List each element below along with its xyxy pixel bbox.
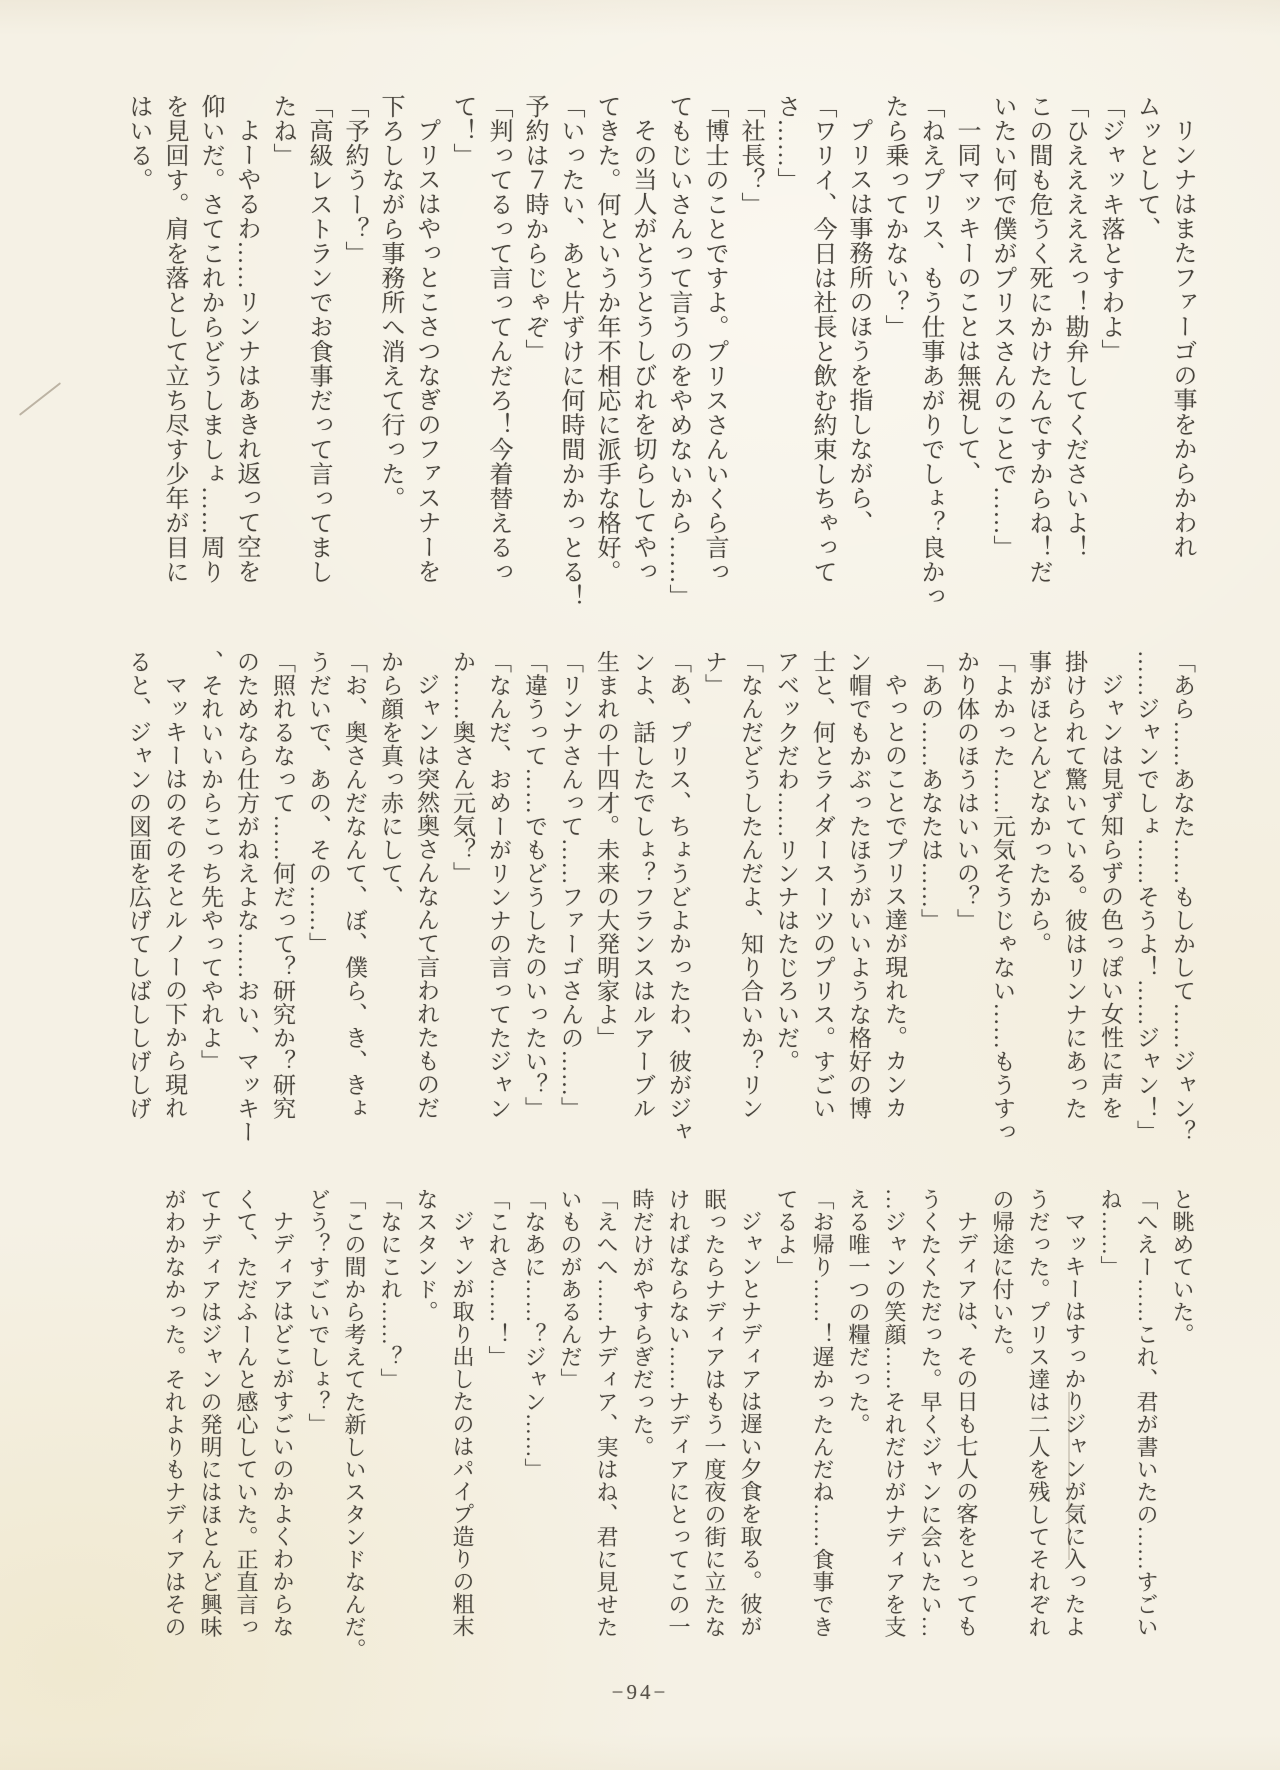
text-column: 「照れるなって……何だって？研究か？研究 xyxy=(270,650,295,1120)
text-column: ね……」 xyxy=(1098,1188,1123,1278)
text-column: 士と、何とライダースーツのプリス。すごい xyxy=(810,650,835,1120)
text-column: ジャンとナディアは遅い夕食を取る。彼が xyxy=(738,1210,763,1638)
text-column: てきた。何というか年不相応に派手な格好。 xyxy=(593,94,619,584)
text-column: ジャンは見ず知らずの色っぽい女性に声を xyxy=(1098,673,1123,1120)
text-column: てるよ」 xyxy=(774,1188,799,1278)
text-column: たね」 xyxy=(269,94,295,168)
text-column: 生まれの十四才。未来の大発明家よ」 xyxy=(594,650,619,1050)
text-band-middle xyxy=(120,650,1200,1144)
text-column: 「ジャッキ落とすわよ」 xyxy=(1097,94,1123,364)
text-column: 「リンナさんって……ファーゴさんの……」 xyxy=(558,650,583,1120)
text-column: 「あの……あなたは……」 xyxy=(918,650,943,932)
text-column: この間も危うく死にかけたんですからね！だ xyxy=(1025,94,1051,584)
text-column: ると、ジャンの図面を広げてしばししげしげ xyxy=(126,650,151,1120)
text-column: 「あ、プリス、ちょうどよかったわ、彼がジャ xyxy=(666,650,691,1144)
text-column: うくたくただった。早くジャンに会いたい… xyxy=(918,1188,943,1638)
text-column: マッキーはすっかりジャンが気に入ったよ xyxy=(1062,1210,1087,1638)
text-column: 「博士のことですよ。プリスさんいくら言っ xyxy=(701,94,727,584)
text-column: よーやるわ……リンナはあきれ返って空を xyxy=(233,118,259,584)
text-column: から顔を真っ赤にして、 xyxy=(378,650,403,909)
text-column: て！」 xyxy=(449,94,475,168)
text-column: を見回す。肩を落として立ち尽す少年が目に xyxy=(161,94,187,584)
scan-crease-mark xyxy=(19,382,61,416)
text-column: か……奥さん元気？」 xyxy=(450,650,475,885)
text-column: 「この間から考えてた新しいスタンドなんだ。 xyxy=(342,1188,367,1661)
text-column: 眠ったらナディアはもう一度夜の街に立たな xyxy=(702,1188,727,1638)
text-column: 仰いだ。さてこれからどうしましょ……周り xyxy=(197,94,223,584)
page-number: −94− xyxy=(611,1680,669,1704)
text-column: と眺めていた。 xyxy=(1170,1188,1195,1346)
text-column: 「なにこれ……？」 xyxy=(378,1188,403,1391)
scan-artifact-line xyxy=(1068,1392,1070,1560)
text-column: 「社長？」 xyxy=(737,94,763,217)
text-column: 「ワリイ、今日は社長と飲む約束しちゃって xyxy=(809,94,835,584)
text-column: ムッとして、 xyxy=(1133,94,1159,241)
text-column: 「なんだどうしたんだよ、知り合いか？リン xyxy=(738,650,763,1120)
text-column: 「判ってるって言ってんだろ！今着替えるっ xyxy=(485,94,511,584)
text-band-top xyxy=(120,94,1200,609)
text-column: 「お、奥さんだなんて、ぼ、僕ら、き、きょ xyxy=(342,650,367,1120)
text-column: 「ひえええええっ！勘弁してくださいよ！ xyxy=(1061,94,1087,560)
text-column: 「あら……あなた……もしかして……ジャン？ xyxy=(1170,650,1195,1144)
text-column: やっとのことでプリス達が現れた。カンカ xyxy=(882,673,907,1120)
text-column: 「お帰り……！遅かったんだね……食事でき xyxy=(810,1188,835,1638)
text-band-bottom xyxy=(156,1188,1200,1661)
text-column: 下ろしながら事務所へ消えて行った。 xyxy=(377,94,403,511)
text-column: ナ」 xyxy=(702,650,727,697)
text-column: プリスはやっとこさつなぎのファスナーを xyxy=(413,118,439,584)
text-column: 一同マッキーのことは無視して、 xyxy=(953,118,979,486)
text-column: 掛けられて驚いている。彼はリンナにあった xyxy=(1062,650,1087,1120)
text-column: てもじいさんって言うのをやめないから……」 xyxy=(665,94,691,609)
text-column: がわかなかった。それよりもナディアはその xyxy=(162,1188,187,1638)
text-column: その当人がとうとうしびれを切らしてやっ xyxy=(629,118,655,584)
text-column: 「高級レストランでお食事だって言ってまし xyxy=(305,94,331,584)
text-column: マッキーはのそのそとルノーの下から現れ xyxy=(162,673,187,1120)
text-column: ければならない……ナディアにとってこの一 xyxy=(666,1188,691,1638)
text-column: 「なあに……？ジャン……」 xyxy=(522,1188,547,1481)
text-column: 「予約うー？」 xyxy=(341,94,367,266)
text-column: ナディアは、その日も七人の客をとっても xyxy=(954,1210,979,1638)
text-column: たら乗ってかない？」 xyxy=(881,94,907,339)
text-column: 「いったい、あと片ずけに何時間かかっとる！ xyxy=(557,94,583,609)
text-column: 時だけがやすらぎだった。 xyxy=(630,1188,655,1458)
text-column: くて、ただふーんと感心していた。正直言っ xyxy=(234,1188,259,1638)
text-column: 「えへへ……ナディア、実はね、君に見せた xyxy=(594,1188,619,1638)
text-column: のためなら仕方がねえよな……おい、マッキー xyxy=(234,650,259,1144)
text-column: 「ねえプリス、もう仕事あがりでしょ？良かっ xyxy=(917,94,943,609)
text-column: てナディアはジャンの発明にはほとんど興味 xyxy=(198,1188,223,1638)
text-column: ンよ、話したでしょ？フランスはルアーブル xyxy=(630,650,655,1120)
text-column: なスタンド。 xyxy=(414,1188,439,1323)
text-column: プリスは事務所のほうを指しながら、 xyxy=(845,118,871,535)
text-column: 予約は７時からじゃぞ」 xyxy=(521,94,547,364)
text-column: 「へえー……これ、君が書いたの……すごい xyxy=(1134,1188,1159,1638)
text-column: うだった。プリス達は二人を残してそれぞれ xyxy=(1026,1188,1051,1638)
text-column: どう？すごいでしょ？」 xyxy=(306,1188,331,1436)
text-column: ジャンが取り出したのはパイプ造りの粗末 xyxy=(450,1210,475,1638)
text-column: 「なんだ、おめーがリンナの言ってたジャン xyxy=(486,650,511,1120)
text-column: ジャンは突然奥さんなんて言われたものだ xyxy=(414,673,439,1120)
text-column: ……ジャンでしょ……そうよ！……ジャン！」 xyxy=(1134,650,1159,1144)
text-column: える唯一つの糧だった。 xyxy=(846,1188,871,1436)
text-column: リンナはまたファーゴの事をからかわれ xyxy=(1169,118,1195,559)
text-column: さ……」 xyxy=(773,94,799,192)
text-column: かり体のほうはいいの？」 xyxy=(954,650,979,932)
text-column: はいる。 xyxy=(125,94,151,192)
text-column: 「これさ……！」 xyxy=(486,1188,511,1368)
text-column: の帰途に付いた。 xyxy=(990,1188,1015,1368)
text-column: 「よかった……元気そうじゃない……もうすっ xyxy=(990,650,1015,1144)
text-column: ン帽でもかぶったほうがいいような格好の博 xyxy=(846,650,871,1120)
text-column: 事がほとんどなかったから。 xyxy=(1026,650,1051,956)
text-column: 「違うって……でもどうしたのいったい？」 xyxy=(522,650,547,1120)
text-column: いものがあるんだ」 xyxy=(558,1188,583,1391)
text-column: …ジャンの笑顔……それだけがナディアを支 xyxy=(882,1188,907,1638)
text-column: アベックだわ……リンナはたじろいだ。 xyxy=(774,650,799,1073)
text-column: いたい何で僕がプリスさんのことで……」 xyxy=(989,94,1015,560)
text-column: うだいで、あの、その……」 xyxy=(306,650,331,956)
text-column: 、それいいからこっち先やってやれよ」 xyxy=(198,650,223,1073)
text-column: ナディアはどこがすごいのかよくわからな xyxy=(270,1210,295,1638)
